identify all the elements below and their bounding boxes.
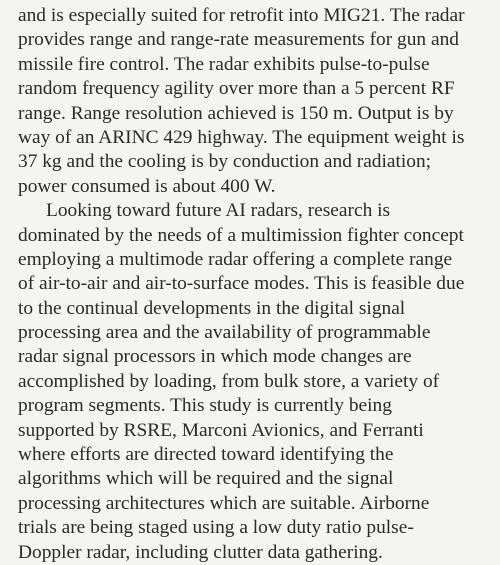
text-line: processing area and the availability of programmable [18, 322, 431, 344]
text-line: provides range and range-rate measurements for gun and [18, 29, 459, 51]
text-line: and is especially suited for retrofit into MIG21. The radar [18, 5, 465, 26]
text-line: to the continual developments in the digital signal [18, 297, 406, 319]
text-line: random frequency agility over more than a 5 percent RF [18, 78, 455, 100]
text-line: range. Range resolution achieved is 150 m. Output is by [18, 102, 454, 124]
text-line: power consumed is about 400 W. [18, 175, 276, 197]
paragraph-radar-description [18, 4, 498, 199]
text-line: algorithms which will be required and the signal [18, 468, 394, 490]
text-line: 37 kg and the cooling is by conduction and radiation; [18, 151, 432, 173]
text-line: dominated by the needs of a multimission fighter concept [18, 224, 464, 246]
text-line: radar signal processors in which mode changes are [18, 346, 412, 368]
body-text [18, 4, 498, 565]
text-line: missile fire control. The radar exhibits pulse-to-pulse [18, 53, 430, 75]
text-line: supported by RSRE, Marconi Avionics, and Ferranti [18, 419, 424, 441]
text-line: Doppler radar, including clutter data gathering. [18, 541, 383, 563]
paragraph-future-ai-radars [18, 199, 498, 565]
text-line: program segments. This study is currently being [18, 395, 392, 417]
text-line: Looking toward future AI radars, research is [46, 200, 391, 222]
text-line: where efforts are directed toward identifying the [18, 444, 394, 466]
text-line: trials are being staged using a low duty ratio pulse- [18, 517, 414, 539]
text-line: of air-to-air and air-to-surface modes. This is feasible due [18, 273, 465, 295]
text-line: processing architectures which are suitable. Airborne [18, 492, 430, 514]
text-line: employing a multimode radar offering a complete range [18, 248, 453, 270]
text-line: accomplished by loading, from bulk store, a variety of [18, 370, 440, 392]
text-line: way of an ARINC 429 highway. The equipment weight is [18, 126, 465, 148]
